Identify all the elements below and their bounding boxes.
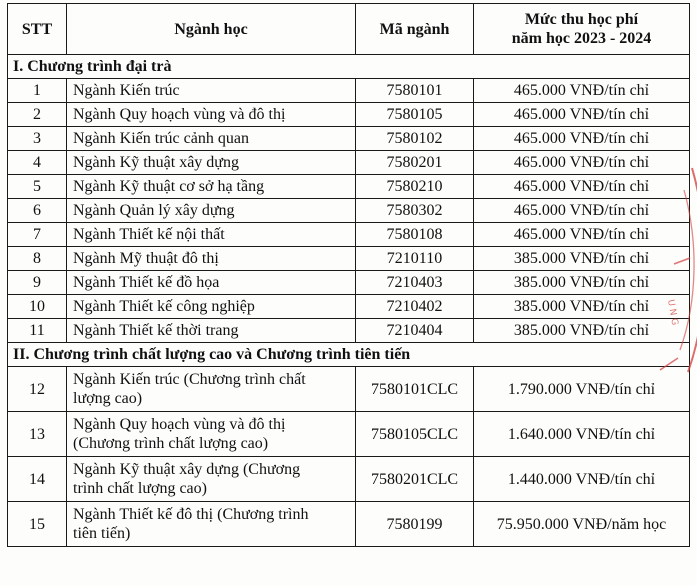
cell-major: Ngành Kỹ thuật xây dựng [67,151,356,175]
table-row [8,319,690,343]
cell-major: Ngành Kiến trúc [67,79,356,103]
cell-fee: 75.950.000 VNĐ/năm học [474,502,690,547]
cell-code: 7580105 [356,103,474,127]
table-row [8,127,690,151]
cell-fee: 1.640.000 VNĐ/tín chỉ [474,412,690,457]
header-stt: STT [8,4,67,55]
cell-stt: 13 [8,412,67,457]
cell-major-line1: Ngành Kiến trúc (Chương trình chất [73,371,306,388]
section-title: II. Chương trình chất lượng cao và Chương trình tiên tiến [8,343,690,367]
cell-major-line2: lượng cao) [73,390,143,407]
table-row [8,79,690,103]
table-row [8,502,690,547]
cell-fee: 385.000 VNĐ/tín chỉ [474,247,690,271]
cell-code: 7580210 [356,175,474,199]
table-row [8,175,690,199]
cell-fee: 465.000 VNĐ/tín chỉ [474,199,690,223]
cell-stt: 11 [8,319,67,343]
cell-stt: 6 [8,199,67,223]
cell-major: Ngành Thiết kế công nghiệp [67,295,356,319]
cell-code: 7580102 [356,127,474,151]
cell-stt: 8 [8,247,67,271]
cell-major: Ngành Mỹ thuật đô thị [67,247,356,271]
cell-fee: 1.790.000 VNĐ/tín chỉ [474,367,690,412]
seal-lettering: U N G [665,298,680,327]
section-row [8,343,690,367]
header-fee-line1: Mức thu học phí [524,11,639,28]
cell-major: Ngành Thiết kế đồ họa [67,271,356,295]
cell-major-line2: tiên tiến) [73,525,131,542]
cell-stt: 3 [8,127,67,151]
cell-stt: 15 [8,502,67,547]
cell-code: 7580101 [356,79,474,103]
cell-fee: 465.000 VNĐ/tín chỉ [474,223,690,247]
cell-stt: 2 [8,103,67,127]
table-row [8,367,690,412]
section-row [8,55,690,79]
cell-major: Ngành Thiết kế nội thất [67,223,356,247]
cell-code: 7580302 [356,199,474,223]
cell-stt: 12 [8,367,67,412]
cell-code: 7580201 [356,151,474,175]
table-row [8,295,690,319]
cell-code: 7210404 [356,319,474,343]
cell-fee: 465.000 VNĐ/tín chỉ [474,175,690,199]
header-code: Mã ngành [356,4,474,55]
cell-code: 7580101CLC [356,367,474,412]
cell-code: 7210402 [356,295,474,319]
table-row [8,151,690,175]
cell-major-line2: (Chương trình chất lượng cao) [73,435,269,452]
table-row [8,247,690,271]
header-fee [474,4,690,55]
cell-major: Ngành Quy hoạch vùng và đô thị [67,103,356,127]
cell-major [67,457,356,502]
cell-code: 7580108 [356,223,474,247]
cell-fee: 465.000 VNĐ/tín chỉ [474,127,690,151]
cell-major-line1: Ngành Thiết kế đô thị (Chương trình [73,506,309,523]
cell-stt: 7 [8,223,67,247]
cell-major [67,412,356,457]
cell-fee: 465.000 VNĐ/tín chỉ [474,103,690,127]
cell-code: 7580199 [356,502,474,547]
cell-stt: 4 [8,151,67,175]
cell-stt: 9 [8,271,67,295]
table-row [8,103,690,127]
cell-major-line2: trình chất lượng cao) [73,480,207,497]
cell-major: Ngành Kiến trúc cảnh quan [67,127,356,151]
cell-major [67,502,356,547]
cell-major-line1: Ngành Kỹ thuật xây dựng (Chương [73,461,301,478]
cell-fee: 385.000 VNĐ/tín chỉ [474,319,690,343]
header-row [8,4,690,55]
cell-fee: 385.000 VNĐ/tín chỉ [474,295,690,319]
cell-major: Ngành Quản lý xây dựng [67,199,356,223]
cell-fee: 465.000 VNĐ/tín chỉ [474,79,690,103]
section-title: I. Chương trình đại trà [8,55,690,79]
tuition-fee-table [7,3,690,547]
cell-major [67,367,356,412]
cell-stt: 10 [8,295,67,319]
cell-major: Ngành Kỹ thuật cơ sở hạ tầng [67,175,356,199]
table-row [8,223,690,247]
cell-stt: 14 [8,457,67,502]
table-row [8,412,690,457]
cell-code: 7210110 [356,247,474,271]
cell-code: 7210403 [356,271,474,295]
header-major: Ngành học [67,4,356,55]
table-row [8,271,690,295]
table-row [8,199,690,223]
cell-stt: 1 [8,79,67,103]
cell-fee: 1.440.000 VNĐ/tín chỉ [474,457,690,502]
table-row [8,457,690,502]
header-fee-line2: năm học 2023 - 2024 [511,30,652,47]
cell-stt: 5 [8,175,67,199]
cell-fee: 465.000 VNĐ/tín chỉ [474,151,690,175]
cell-code: 7580105CLC [356,412,474,457]
cell-fee: 385.000 VNĐ/tín chỉ [474,271,690,295]
cell-code: 7580201CLC [356,457,474,502]
cell-major: Ngành Thiết kế thời trang [67,319,356,343]
cell-major-line1: Ngành Quy hoạch vùng và đô thị [73,416,286,433]
